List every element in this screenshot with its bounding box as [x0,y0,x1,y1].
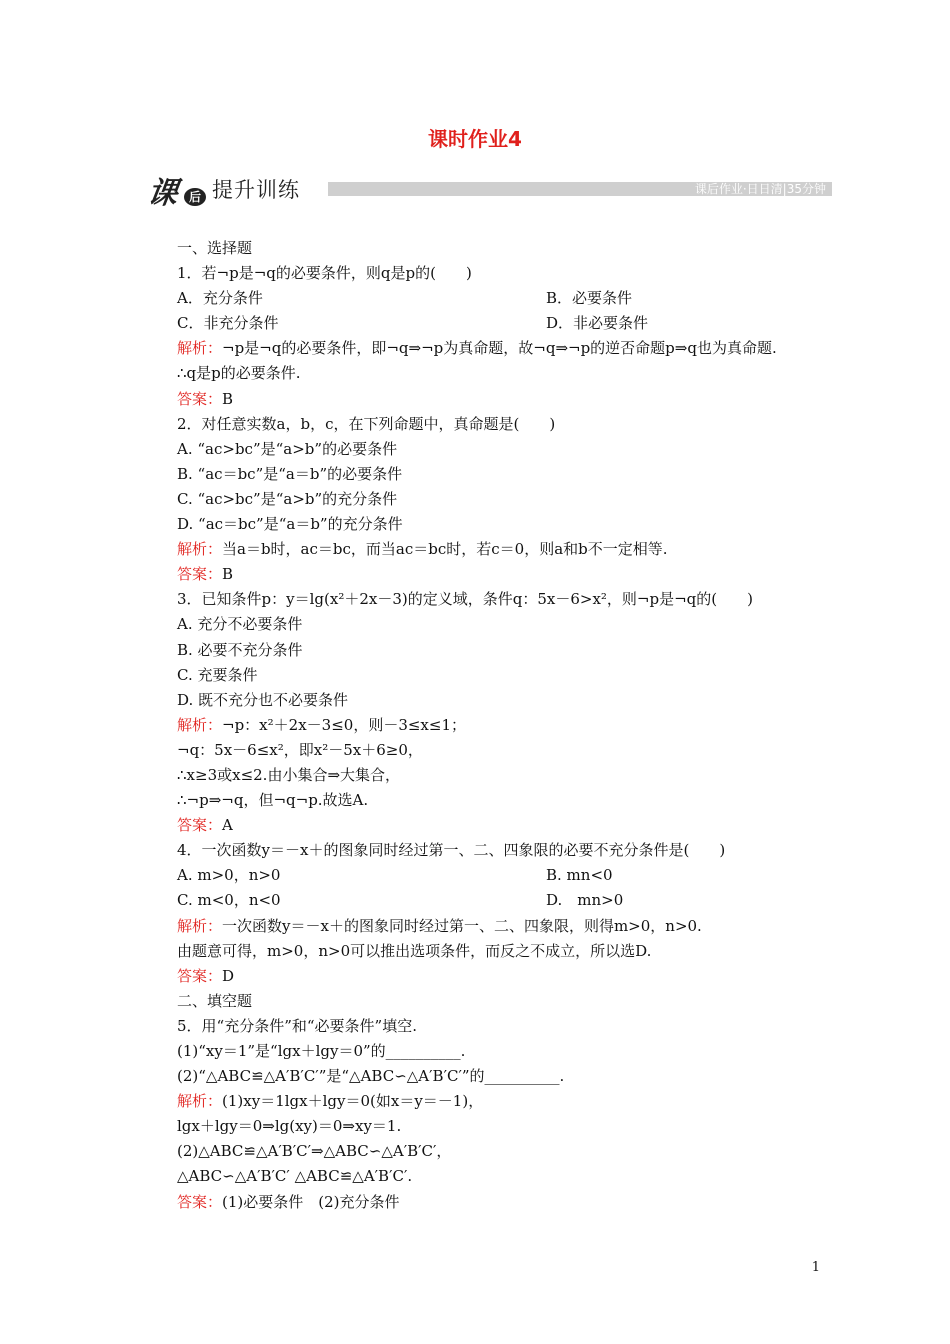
option-right: B. mn<0 [546,866,613,885]
option-right: D. mn>0 [546,891,624,910]
line-text: D [222,966,235,985]
option-left: C．非充分条件 [177,314,279,333]
options-row [177,311,817,336]
line-text: 当a＝b时，ac＝bc，而当ac＝bc时，若c＝0，则a和b不一定相等. [222,540,668,559]
answer-line [177,964,817,989]
line-text: A [222,816,233,835]
text-line [177,638,817,663]
line-text: 一、选择题 [177,239,253,257]
line-label: 答案： [177,966,223,985]
line-label: 答案： [177,1192,223,1211]
analysis-line [177,1089,817,1114]
line-text: 一次函数y＝－x＋的图象同时经过第一、二、四象限，则得m>0，n>0. [222,916,702,935]
text-line [177,412,817,437]
line-text: B [222,389,234,408]
line-label: 解析： [177,916,223,935]
answer-line [177,1190,817,1215]
text-line [177,939,817,964]
text-line [177,1139,817,1164]
line-text: ¬p是¬q的必要条件，即¬q⇒¬p为真命题，故¬q⇒¬p的逆否命题p⇒q也为真命题. [222,339,777,358]
analysis-line [177,713,817,738]
line-text: ¬p：x²＋2x－3≤0，则－3≤x≤1； [222,715,467,734]
page-title: 课时作业4 [428,127,522,151]
page-number: 1 [811,1260,820,1275]
line-label: 解析： [177,1092,223,1111]
options-row [177,863,817,888]
line-text: A. 充分不必要条件 [177,615,303,634]
line-text: B. 必要不充分条件 [177,640,303,659]
option-left: C. m<0，n<0 [177,891,281,910]
answer-line [177,562,817,587]
line-label: 解析： [177,540,223,559]
line-label: 解析： [177,339,223,358]
answer-line [177,387,817,412]
analysis-line [177,914,817,939]
text-line [177,1014,817,1039]
text-line [177,788,817,813]
text-line [177,1164,817,1189]
banner-note: 课后作业·日日清|35分钟 [694,182,826,196]
option-right: B．必要条件 [546,289,633,308]
text-line [177,512,817,537]
line-text: 5．用“充分条件”和“必要条件”填空. [177,1016,417,1035]
answer-line [177,813,817,838]
banner-logo: 课 [145,176,180,211]
line-text: D. 既不充分也不必要条件 [177,690,349,709]
text-line [177,236,817,261]
line-text: A. “ac>bc”是“a>b”的必要条件 [177,439,398,458]
line-text: 由题意可得，m>0，n>0可以推出选项条件，而反之不成立，所以选D. [177,941,652,960]
option-left: A. m>0，n>0 [177,866,281,885]
line-text: ∴x≥3或x≤2.由小集合⇒大集合， [177,765,401,784]
text-line [177,462,817,487]
text-line [177,838,817,863]
text-line [177,1064,817,1089]
analysis-line [177,336,817,361]
line-text: (1)必要条件 (2)充分条件 [222,1192,400,1211]
line-text: B [222,565,234,584]
line-text: (2)“△ABC≌△A′B′C′”是“△ABC∽△A′B′C′”的__________. [177,1067,565,1086]
line-label: 答案： [177,389,223,408]
line-text: (2)△ABC≌△A′B′C′⇒△ABC∽△A′B′C′， [177,1142,452,1161]
option-left: A．充分条件 [177,289,263,308]
text-line [177,1114,817,1139]
options-row [177,286,817,311]
line-text: 4．一次函数y＝－x＋的图象同时经过第一、二、四象限的必要不充分条件是( ) [177,841,726,860]
line-text: △ABC∽△A′B′C′ △ABC≌△A′B′C′. [177,1167,413,1186]
text-line [177,738,817,763]
analysis-line [177,537,817,562]
text-line [177,688,817,713]
line-text: ∴¬p⇒¬q，但¬q¬p.故选A. [177,791,369,810]
banner-bar [328,182,832,196]
line-text: lgx＋lgy＝0⇒lg(xy)＝0⇒xy＝1. [177,1117,402,1136]
line-text: 1．若¬p是¬q的必要条件，则q是p的( ) [177,264,472,283]
text-line [177,437,817,462]
text-line [177,663,817,688]
line-text: ¬q：5x－6≤x²，即x²－5x＋6≥0， [177,740,423,759]
text-line [177,487,817,512]
line-text: (1)xy＝1lgx＋lgy＝0(如x＝y＝－1)， [222,1092,484,1111]
document-body [177,236,817,1215]
banner-heading: 提升训练 [212,178,300,202]
text-line [177,612,817,637]
line-text: 二、填空题 [177,991,253,1010]
line-text: ∴q是p的必要条件. [177,364,301,383]
option-right: D．非必要条件 [546,314,649,333]
text-line [177,989,817,1014]
line-text: 2．对任意实数a，b，c，在下列命题中，真命题是( ) [177,414,556,433]
banner-logo-badge: 后 [184,188,206,206]
line-text: 3．已知条件p：y＝lg(x²＋2x－3)的定义域，条件q：5x－6>x²，则¬p是¬q的( ) [177,590,753,609]
line-text: C. 充要条件 [177,665,258,684]
line-label: 答案： [177,565,223,584]
line-label: 答案： [177,816,223,835]
line-text: (1)“xy＝1”是“lgx＋lgy＝0”的__________. [177,1042,466,1060]
line-text: B. “ac＝bc”是“a＝b”的必要条件 [177,464,403,483]
line-label: 解析： [177,715,223,734]
line-text: C. “ac>bc”是“a>b”的充分条件 [177,489,398,508]
line-text: D. “ac＝bc”是“a＝b”的充分条件 [177,515,403,534]
text-line [177,763,817,788]
options-row [177,888,817,913]
text-line [177,261,817,286]
section-banner [145,168,832,212]
text-line [177,587,817,612]
text-line [177,361,817,386]
text-line [177,1039,817,1064]
